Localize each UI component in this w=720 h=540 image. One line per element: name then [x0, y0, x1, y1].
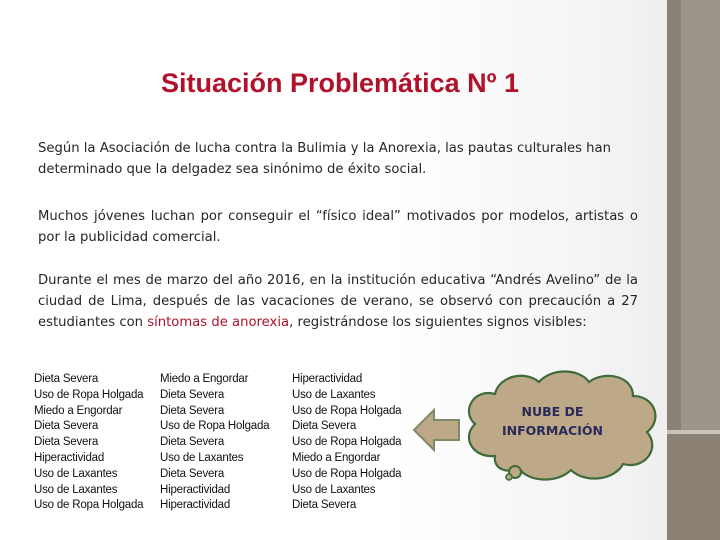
- slide-title: Situación Problemática Nº 1: [161, 68, 519, 98]
- sign-item: Uso de Laxantes: [292, 483, 376, 496]
- sign-item: Hiperactividad: [160, 499, 231, 512]
- signs-column-3: [292, 372, 401, 514]
- paragraph-youth: Muchos jóvenes luchan por conseguir el “físico ideal” motivados por modelos, artistas o por la publicidad comercial.: [38, 209, 638, 245]
- sign-item: Dieta Severa: [160, 388, 225, 401]
- cloud-label-line2: INFORMACIÓN: [502, 423, 603, 438]
- sign-item: Hiperactividad: [292, 373, 363, 385]
- side-band-stripe: [667, 430, 720, 434]
- sign-item: Uso de Ropa Holgada: [34, 499, 144, 512]
- sign-item: Hiperactividad: [160, 483, 231, 496]
- sign-item: Uso de Ropa Holgada: [292, 436, 402, 449]
- sign-item: Dieta Severa: [292, 499, 357, 512]
- sign-item: Dieta Severa: [160, 467, 225, 480]
- sign-item: Uso de Ropa Holgada: [34, 388, 144, 401]
- sign-item: Hiperactividad: [34, 451, 105, 464]
- sign-item: Uso de Ropa Holgada: [292, 404, 402, 417]
- cloud-label: [470, 402, 635, 440]
- sign-item: Uso de Ropa Holgada: [292, 467, 402, 480]
- sign-item: Uso de Laxantes: [34, 467, 118, 480]
- sign-item: Uso de Laxantes: [160, 451, 244, 464]
- paragraph-case-before: Durante el mes de marzo del año 2016, en la institución educativa “Andrés Avelino” de la ciudad de Lima, después de las vacaciones de verano, se observó con precaución a 27 estudiantes con: [38, 273, 638, 330]
- side-band-light: [681, 0, 720, 430]
- paragraph-case: [38, 270, 638, 333]
- paragraph-case-after: , registrándose los siguientes signos visibles:: [289, 315, 587, 330]
- signs-column-2: [160, 372, 269, 514]
- sign-item: Uso de Laxantes: [34, 483, 118, 496]
- sign-item: Miedo a Engordar: [160, 373, 249, 385]
- sign-item: Dieta Severa: [34, 420, 99, 433]
- sign-item: Dieta Severa: [34, 436, 99, 449]
- sign-item: Dieta Severa: [160, 436, 225, 449]
- sign-item: Dieta Severa: [160, 404, 225, 417]
- sign-item: Dieta Severa: [292, 420, 357, 433]
- paragraph-intro: Según la Asociación de lucha contra la Bulimia y la Anorexia, las pautas culturales han determinado que la delgadez sea sinónimo de éxito social.: [38, 141, 611, 177]
- sign-item: Dieta Severa: [34, 373, 99, 385]
- sign-item: Miedo a Engordar: [292, 451, 381, 464]
- sign-item: Miedo a Engordar: [34, 404, 123, 417]
- cloud-label-line1: NUBE DE: [521, 404, 584, 419]
- sign-item: Uso de Ropa Holgada: [160, 420, 270, 433]
- signs-column-1: [34, 372, 143, 514]
- sign-item: Uso de Laxantes: [292, 388, 376, 401]
- highlight-anorexia-symptoms: síntomas de anorexia: [147, 315, 290, 330]
